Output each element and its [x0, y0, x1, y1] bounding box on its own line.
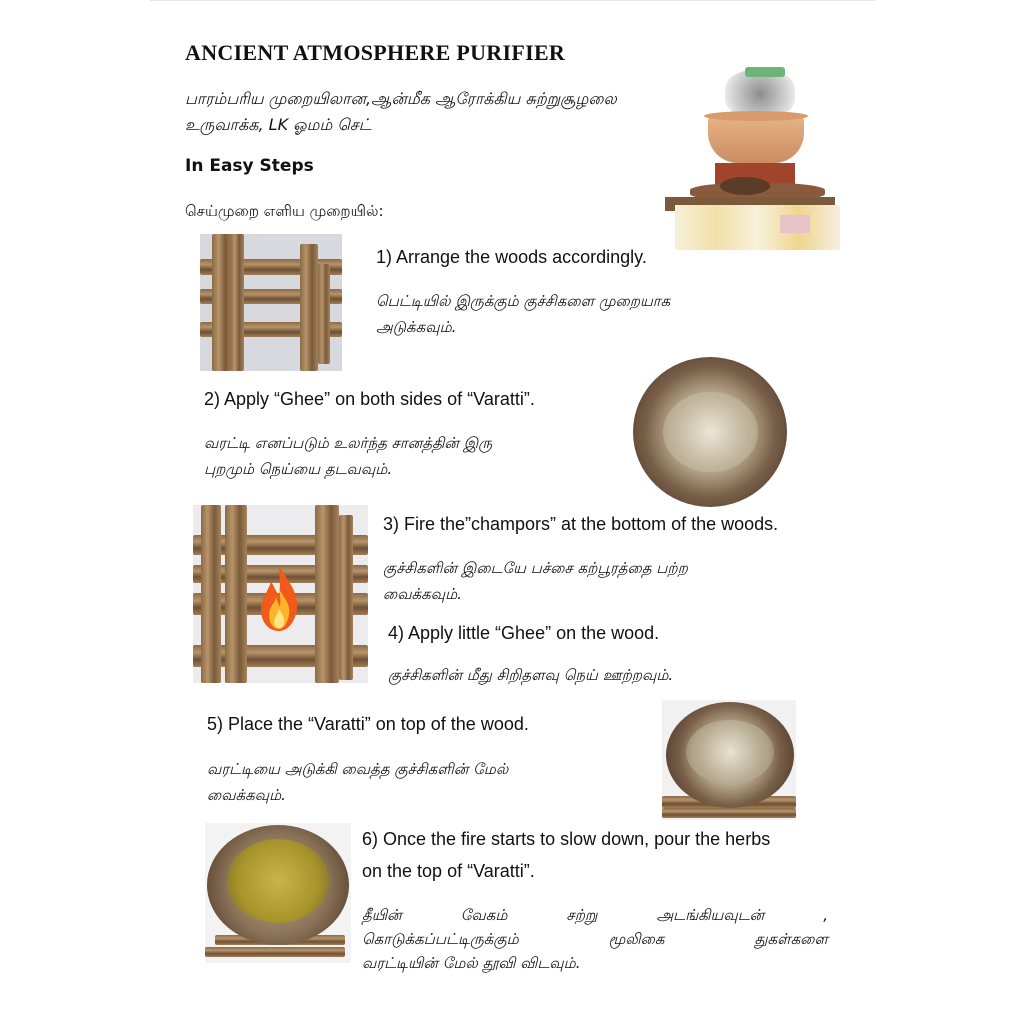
step-6-english-line-1: 6) Once the fire starts to slow down, pour the herbs	[362, 829, 771, 849]
step-5-varatti-on-wood-photo	[662, 700, 796, 820]
step-3-fire-photo	[193, 505, 368, 683]
homa-pot-photo	[660, 65, 840, 260]
step-2-tamil-line-2: புறமும் நெய்யை தடவவும்.	[204, 460, 393, 478]
step-5-english: 5) Place the “Varatti” on top of the wood.	[207, 714, 529, 734]
step-1-tamil-line-1: பெட்டியில் இருக்கும் குச்சிகளை முறையாக	[376, 292, 671, 310]
step-2-tamil-line-1: வரட்டி எனப்படும் உலர்ந்த சானத்தின் இரு	[204, 434, 493, 452]
step-2-varatti-photo	[633, 357, 787, 507]
step-1-wood-photo	[200, 234, 342, 371]
step-6-tamil-line-3: வரட்டியின் மேல் தூவி விடவும்.	[362, 954, 581, 972]
fire-icon	[257, 563, 301, 633]
step-6-tamil-line-1: தீயின் வேகம் சற்று அடங்கியவுடன் ,	[362, 906, 828, 924]
step-5-tamil-line-2: வைக்கவும்.	[207, 786, 286, 804]
section-subheading: செய்முறை எளிய முறையில்:	[185, 202, 384, 220]
page-title: ANCIENT ATMOSPHERE PURIFIER	[185, 40, 566, 65]
intro-line-2: உருவாக்க, LK ஓமம் செட்	[185, 115, 372, 134]
step-3-tamil-line-2: வைக்கவும்.	[383, 585, 462, 603]
step-4-tamil-line-1: குச்சிகளின் மீது சிறிதளவு நெய் ஊற்றவும்.	[388, 666, 674, 684]
step-1-english: 1) Arrange the woods accordingly.	[376, 247, 647, 267]
step-3-english: 3) Fire the”champors” at the bottom of the woods.	[383, 514, 779, 534]
step-6-tamil-line-2: கொடுக்கப்பட்டிருக்கும் மூலிகை துகள்களை	[362, 930, 828, 948]
section-heading: In Easy Steps	[185, 156, 314, 176]
intro-line-1: பாரம்பரிய முறையிலான,ஆன்மீக ஆரோக்கிய சுற்றுசூழலை	[185, 89, 617, 108]
step-3-tamil-line-1: குச்சிகளின் இடையே பச்சை கற்பூரத்தை பற்ற	[383, 559, 688, 577]
step-1-tamil-line-2: அடுக்கவும்.	[376, 318, 457, 336]
step-4-english: 4) Apply little “Ghee” on the wood.	[388, 623, 660, 643]
step-6-english-line-2: on the top of “Varatti”.	[362, 861, 535, 881]
step-2-english: 2) Apply “Ghee” on both sides of “Varatti”.	[204, 389, 535, 409]
step-5-tamil-line-1: வரட்டியை அடுக்கி வைத்த குச்சிகளின் மேல்	[207, 760, 509, 778]
step-6-herbs-photo	[205, 823, 351, 963]
